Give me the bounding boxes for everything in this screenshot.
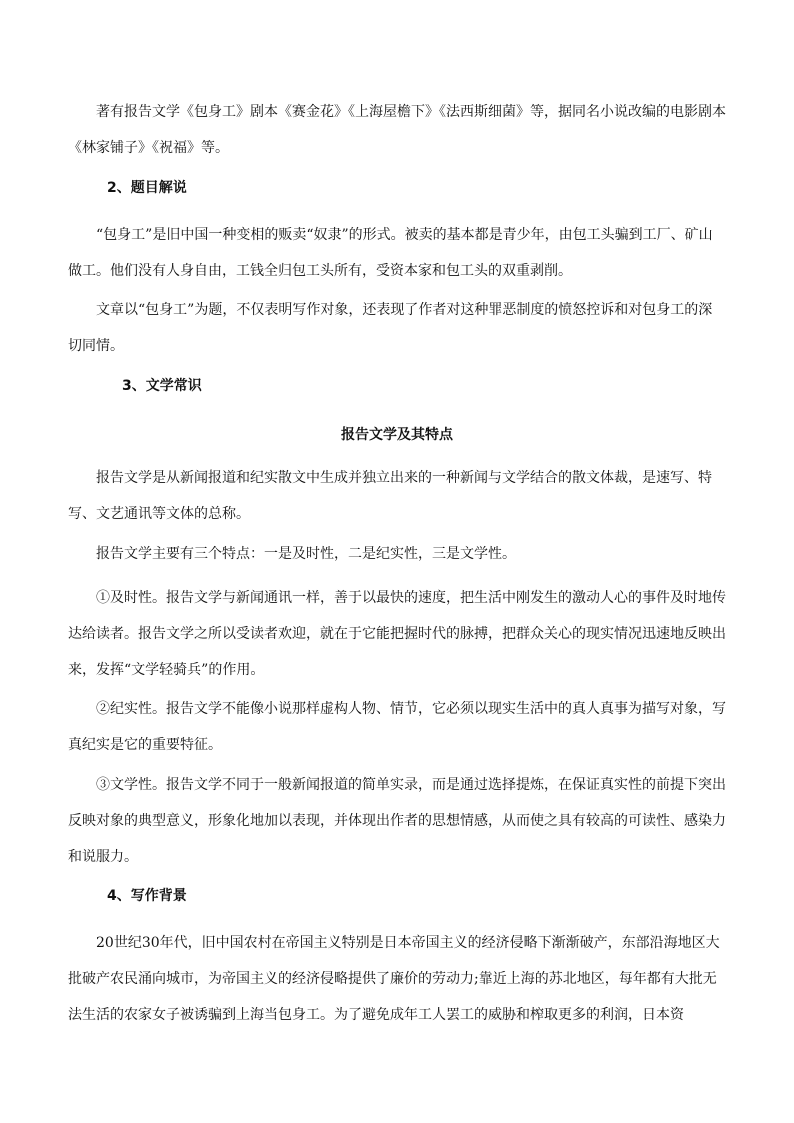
heading-topic-explanation: 2、题目解说 — [107, 180, 187, 196]
baoshen-definition-paragraph: “包身工”是旧中国一种变相的贩卖“奴隶”的形式。被卖的基本都是青少年，由包工头骗到工厂、矿山做工。他们没有人身自由，工钱全归包工头所有，受资本家和包工头的双重剥削。 — [68, 227, 713, 279]
report-definition-paragraph: 报告文学是从新闻报道和纪实散文中生成并独立出来的一种新闻与文学结合的散文体裁，是速写、特写、文艺通讯等文体的总称。 — [68, 470, 712, 522]
heading-literary-knowledge: 3、文学常识 — [122, 378, 202, 394]
report-literature-title: 报告文学及其特点 — [341, 427, 453, 443]
feature-timeliness-paragraph: ①及时性。报告文学与新闻通讯一样，善于以最快的速度，把生活中刚发生的激动人心的事件及时地传达给读者。报告文学之所以受读者欢迎，就在于它能把握时代的脉搏，把群众关心的现实情况迅速地反映出来，发挥“文学轻骑兵”的作用。 — [68, 590, 726, 678]
title-meaning-paragraph: 文章以“包身工”为题，不仅表明写作对象，还表现了作者对这种罪恶制度的愤怒控诉和对包身工的深切同情。 — [68, 302, 713, 354]
three-features-paragraph: 报告文学主要有三个特点：一是及时性，二是纪实性，三是文学性。 — [68, 546, 516, 562]
feature-documentary-paragraph: ②纪实性。报告文学不能像小说那样虚构人物、情节，它必须以现实生活中的真人真事为描写对象，写真纪实是它的重要特征。 — [68, 701, 726, 753]
works-paragraph: 著有报告文学《包身工》剧本《赛金花》《上海屋檐下》《法西斯细菌》等，据同名小说改编的电影剧本《林家铺子》《祝福》等。 — [68, 104, 726, 156]
feature-literary-paragraph: ③文学性。报告文学不同于一般新闻报道的简单实录，而是通过选择提炼，在保证真实性的前提下突出反映对象的典型意义，形象化地加以表现，并体现出作者的思想情感，从而使之具有较高的可读性、感染力和说服力。 — [68, 777, 726, 865]
background-paragraph: 20世纪30年代，旧中国农村在帝国主义特别是日本帝国主义的经济侵略下渐渐破产，东部沿海地区大批破产农民涌向城市，为帝国主义的经济侵略提供了廉价的劳动力;靠近上海的苏北地区，每年都有大批无法生活的农家女子被诱骗到上海当包身工。为了避免成年工人罢工的威胁和榨取更多的利润，日本资 — [68, 935, 720, 1023]
heading-writing-background: 4、写作背景 — [107, 888, 187, 904]
